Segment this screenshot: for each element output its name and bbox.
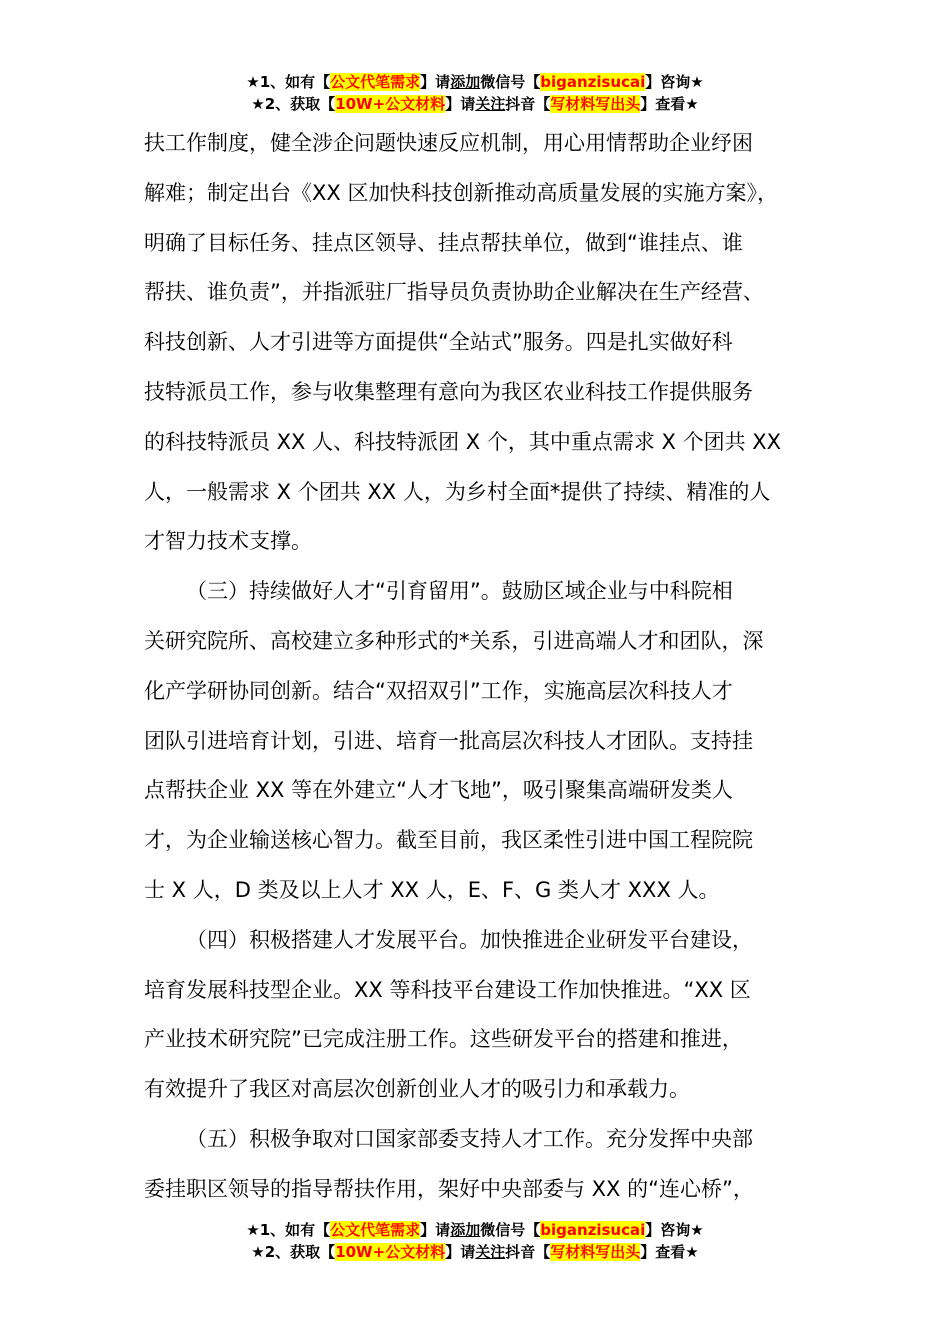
banner-highlight: 写材料写出头 bbox=[550, 95, 641, 113]
footer-banner-line-1 bbox=[0, 1219, 950, 1241]
banner-highlight: biganzisucai bbox=[540, 73, 646, 91]
body-line: 化产学研协同创新。结合“双招双引”工作，实施高层次科技人才 bbox=[144, 678, 733, 703]
banner-text: ★1、如有【 bbox=[246, 1221, 331, 1239]
body-line: 帮扶、谁负责”，并指派驻厂指导员负责协助企业解决在生产经营、 bbox=[144, 280, 764, 305]
banner-highlight: 10W+公文材料 bbox=[335, 1243, 446, 1261]
banner-text: 抖音【 bbox=[505, 1243, 551, 1261]
banner-underline: 关注 bbox=[475, 95, 506, 113]
banner-text: 】请 bbox=[445, 95, 476, 113]
body-line: 士 X 人，D 类及以上人才 XX 人，E、F、G 类人才 XXX 人。 bbox=[144, 877, 720, 902]
banner-highlight: biganzisucai bbox=[540, 1221, 646, 1239]
banner-highlight: 10W+公文材料 bbox=[335, 95, 446, 113]
body-line: 关研究院所、高校建立多种形式的*关系，引进高端人才和团队，深 bbox=[144, 628, 764, 653]
banner-highlight: 公文代笔需求 bbox=[330, 73, 421, 91]
footer-banner bbox=[0, 1219, 950, 1263]
body-line: 扶工作制度，健全涉企问题快速反应机制，用心用情帮助企业纾困 bbox=[144, 131, 753, 155]
body-line: 人，一般需求 X 个团共 XX 人，为乡村全面*提供了持续、精准的人 bbox=[144, 479, 771, 504]
banner-highlight: 公文代笔需求 bbox=[330, 1221, 421, 1239]
banner-text: 】请 bbox=[420, 1221, 451, 1239]
paragraph-start-4: （四）积极搭建人才发展平台。加快推进企业研发平台建设， bbox=[186, 927, 753, 952]
banner-text: 】请 bbox=[420, 73, 451, 91]
document-body bbox=[144, 119, 834, 1215]
banner-text: 抖音【 bbox=[505, 95, 551, 113]
banner-underline: 关注 bbox=[475, 1243, 506, 1261]
body-line: 才，为企业输送核心智力。截至目前，我区柔性引进中国工程院院 bbox=[144, 828, 753, 853]
header-banner-line-1 bbox=[0, 71, 950, 93]
body-line: 培育发展科技型企业。XX 等科技平台建设工作加快推进。“XX 区 bbox=[144, 977, 751, 1002]
banner-text: 微信号【 bbox=[480, 73, 541, 91]
header-banner-line-2 bbox=[0, 93, 950, 115]
body-line: 解难；制定出台《XX 区加快科技创新推动高质量发展的实施方案》， bbox=[144, 180, 778, 205]
banner-highlight: 写材料写出头 bbox=[550, 1243, 641, 1261]
body-line: 明确了目标任务、挂点区领导、挂点帮扶单位，做到“谁挂点、谁 bbox=[144, 230, 743, 255]
body-line: 点帮扶企业 XX 等在外建立“人才飞地”，吸引聚集高端研发类人 bbox=[144, 778, 733, 803]
paragraph-start-3: （三）持续做好人才“引育留用”。鼓励区域企业与中科院相 bbox=[186, 579, 733, 604]
banner-text: 】咨询★ bbox=[645, 1221, 704, 1239]
banner-text: ★2、获取【 bbox=[251, 95, 336, 113]
banner-underline: 添加 bbox=[450, 1221, 481, 1239]
body-line: 团队引进培育计划，引进、培育一批高层次科技人才团队。支持挂 bbox=[144, 728, 753, 753]
body-line: 才智力技术支撑。 bbox=[144, 529, 312, 554]
banner-text: ★1、如有【 bbox=[246, 73, 331, 91]
header-banner bbox=[0, 71, 950, 115]
body-line: 技特派员工作，参与收集整理有意向为我区农业科技工作提供服务 bbox=[144, 379, 753, 404]
body-line: 科技创新、人才引进等方面提供“全站式”服务。四是扎实做好科 bbox=[144, 330, 733, 355]
footer-banner-line-2 bbox=[0, 1241, 950, 1263]
body-line: 有效提升了我区对高层次创新创业人才的吸引力和承载力。 bbox=[144, 1077, 690, 1102]
body-line: 的科技特派员 XX 人、科技特派团 X 个，其中重点需求 X 个团共 XX bbox=[144, 429, 782, 454]
body-line: 委挂职区领导的指导帮扶作用，架好中央部委与 XX 的“连心桥”， bbox=[144, 1176, 754, 1201]
banner-text: 】查看★ bbox=[640, 95, 699, 113]
paragraph-start-5: （五）积极争取对口国家部委支持人才工作。充分发挥中央部 bbox=[186, 1126, 753, 1151]
banner-text: 】请 bbox=[445, 1243, 476, 1261]
banner-text: ★2、获取【 bbox=[251, 1243, 336, 1261]
banner-text: 微信号【 bbox=[480, 1221, 541, 1239]
banner-text: 】咨询★ bbox=[645, 73, 704, 91]
banner-underline: 添加 bbox=[450, 73, 481, 91]
banner-text: 】查看★ bbox=[640, 1243, 699, 1261]
body-line: 产业技术研究院”已完成注册工作。这些研发平台的搭建和推进， bbox=[144, 1027, 743, 1052]
